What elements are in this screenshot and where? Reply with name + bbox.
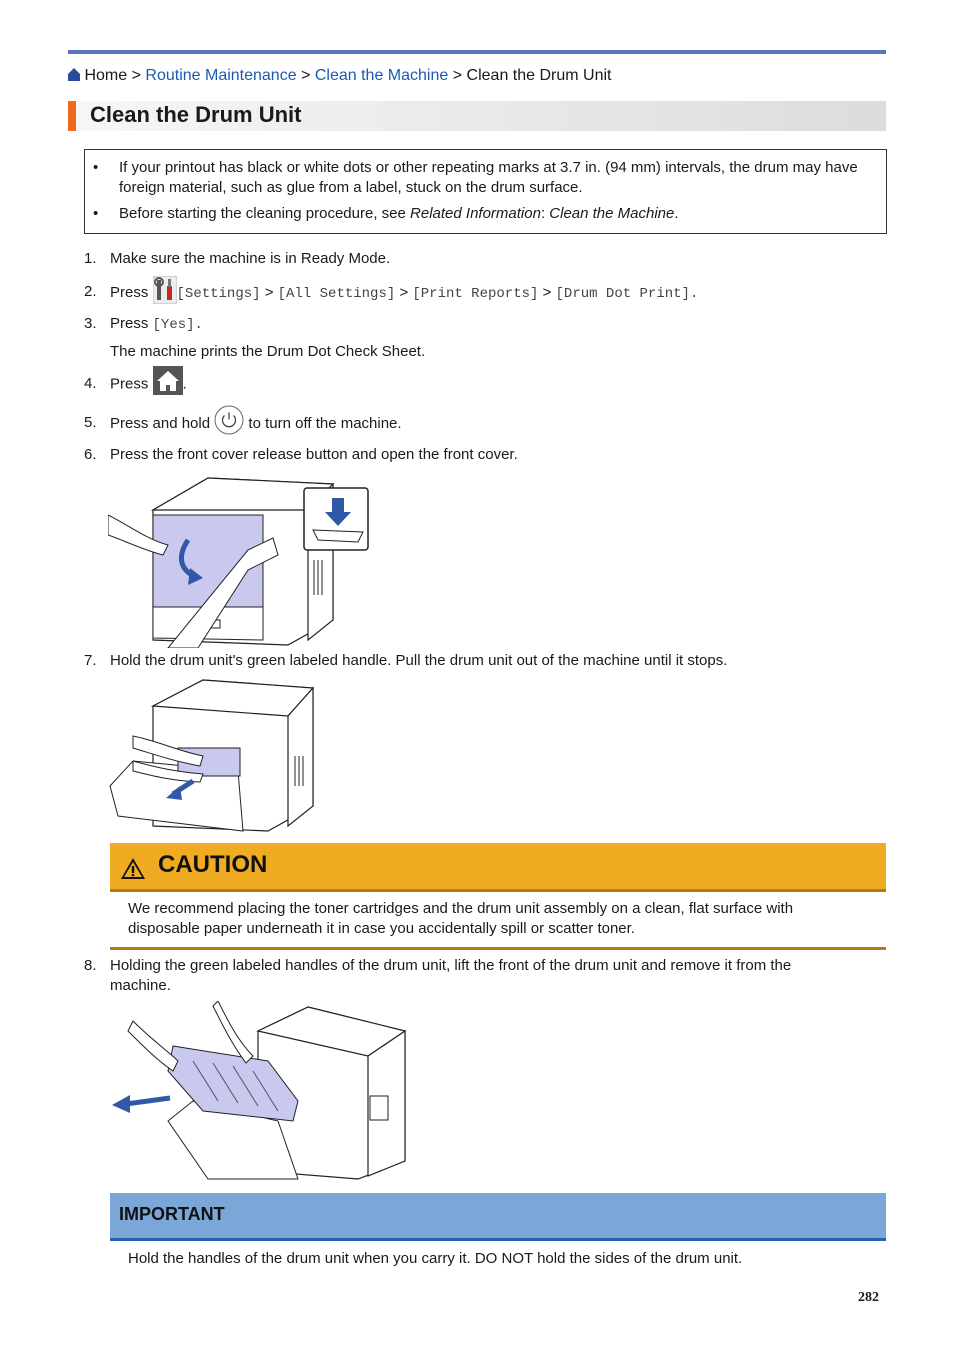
home-button-icon[interactable] <box>153 366 183 395</box>
note-box <box>84 149 887 234</box>
page-title: Clean the Drum Unit <box>90 102 302 127</box>
warning-icon <box>120 857 146 880</box>
breadcrumb-current: Clean the Drum Unit <box>466 67 612 84</box>
bullet: • <box>93 205 99 222</box>
breadcrumb <box>68 67 611 85</box>
power-icon[interactable] <box>214 405 244 435</box>
related-information-ref: Related Information <box>410 205 541 222</box>
breadcrumb-separator: > <box>452 67 463 84</box>
important-title: IMPORTANT <box>119 1204 225 1224</box>
caution-bottom-rule <box>110 947 886 950</box>
caution-text: We recommend placing the toner cartridges and the drum unit assembly on a clean, flat surface with disposable paper underneath it in case you accidentally spill or scatter toner. <box>128 900 794 937</box>
breadcrumb-routine-maintenance-link[interactable]: Routine Maintenance <box>145 67 297 84</box>
breadcrumb-home: Home <box>84 67 128 84</box>
important-banner <box>110 1193 886 1241</box>
top-rule <box>68 50 886 54</box>
bullet: • <box>93 159 99 176</box>
home-icon <box>68 68 80 81</box>
breadcrumb-separator: > <box>131 67 141 84</box>
note-item: Before starting the cleaning procedure, see Related Information: Clean the Machine. <box>119 205 679 222</box>
settings-icon[interactable] <box>153 276 177 304</box>
open-front-cover-illustration <box>108 470 372 648</box>
clean-machine-ref: Clean the Machine <box>549 205 675 222</box>
breadcrumb-clean-machine-link[interactable]: Clean the Machine <box>314 67 449 84</box>
title-accent <box>68 101 76 131</box>
important-text: Hold the handles of the drum unit when you carry it. DO NOT hold the sides of the drum unit. <box>128 1250 743 1267</box>
caution-title: CAUTION <box>158 851 268 878</box>
page-number: 282 <box>858 1290 879 1305</box>
remove-drum-unit-illustration <box>108 1001 408 1181</box>
note-item: If your printout has black or white dots or other repeating marks at 3.7 in. (94 mm) intervals, the drum may have foreign material, such as glue from a label, stuck on the drum surface. <box>119 159 858 196</box>
breadcrumb-separator: > <box>301 67 311 84</box>
pull-drum-unit-illustration <box>108 676 318 834</box>
